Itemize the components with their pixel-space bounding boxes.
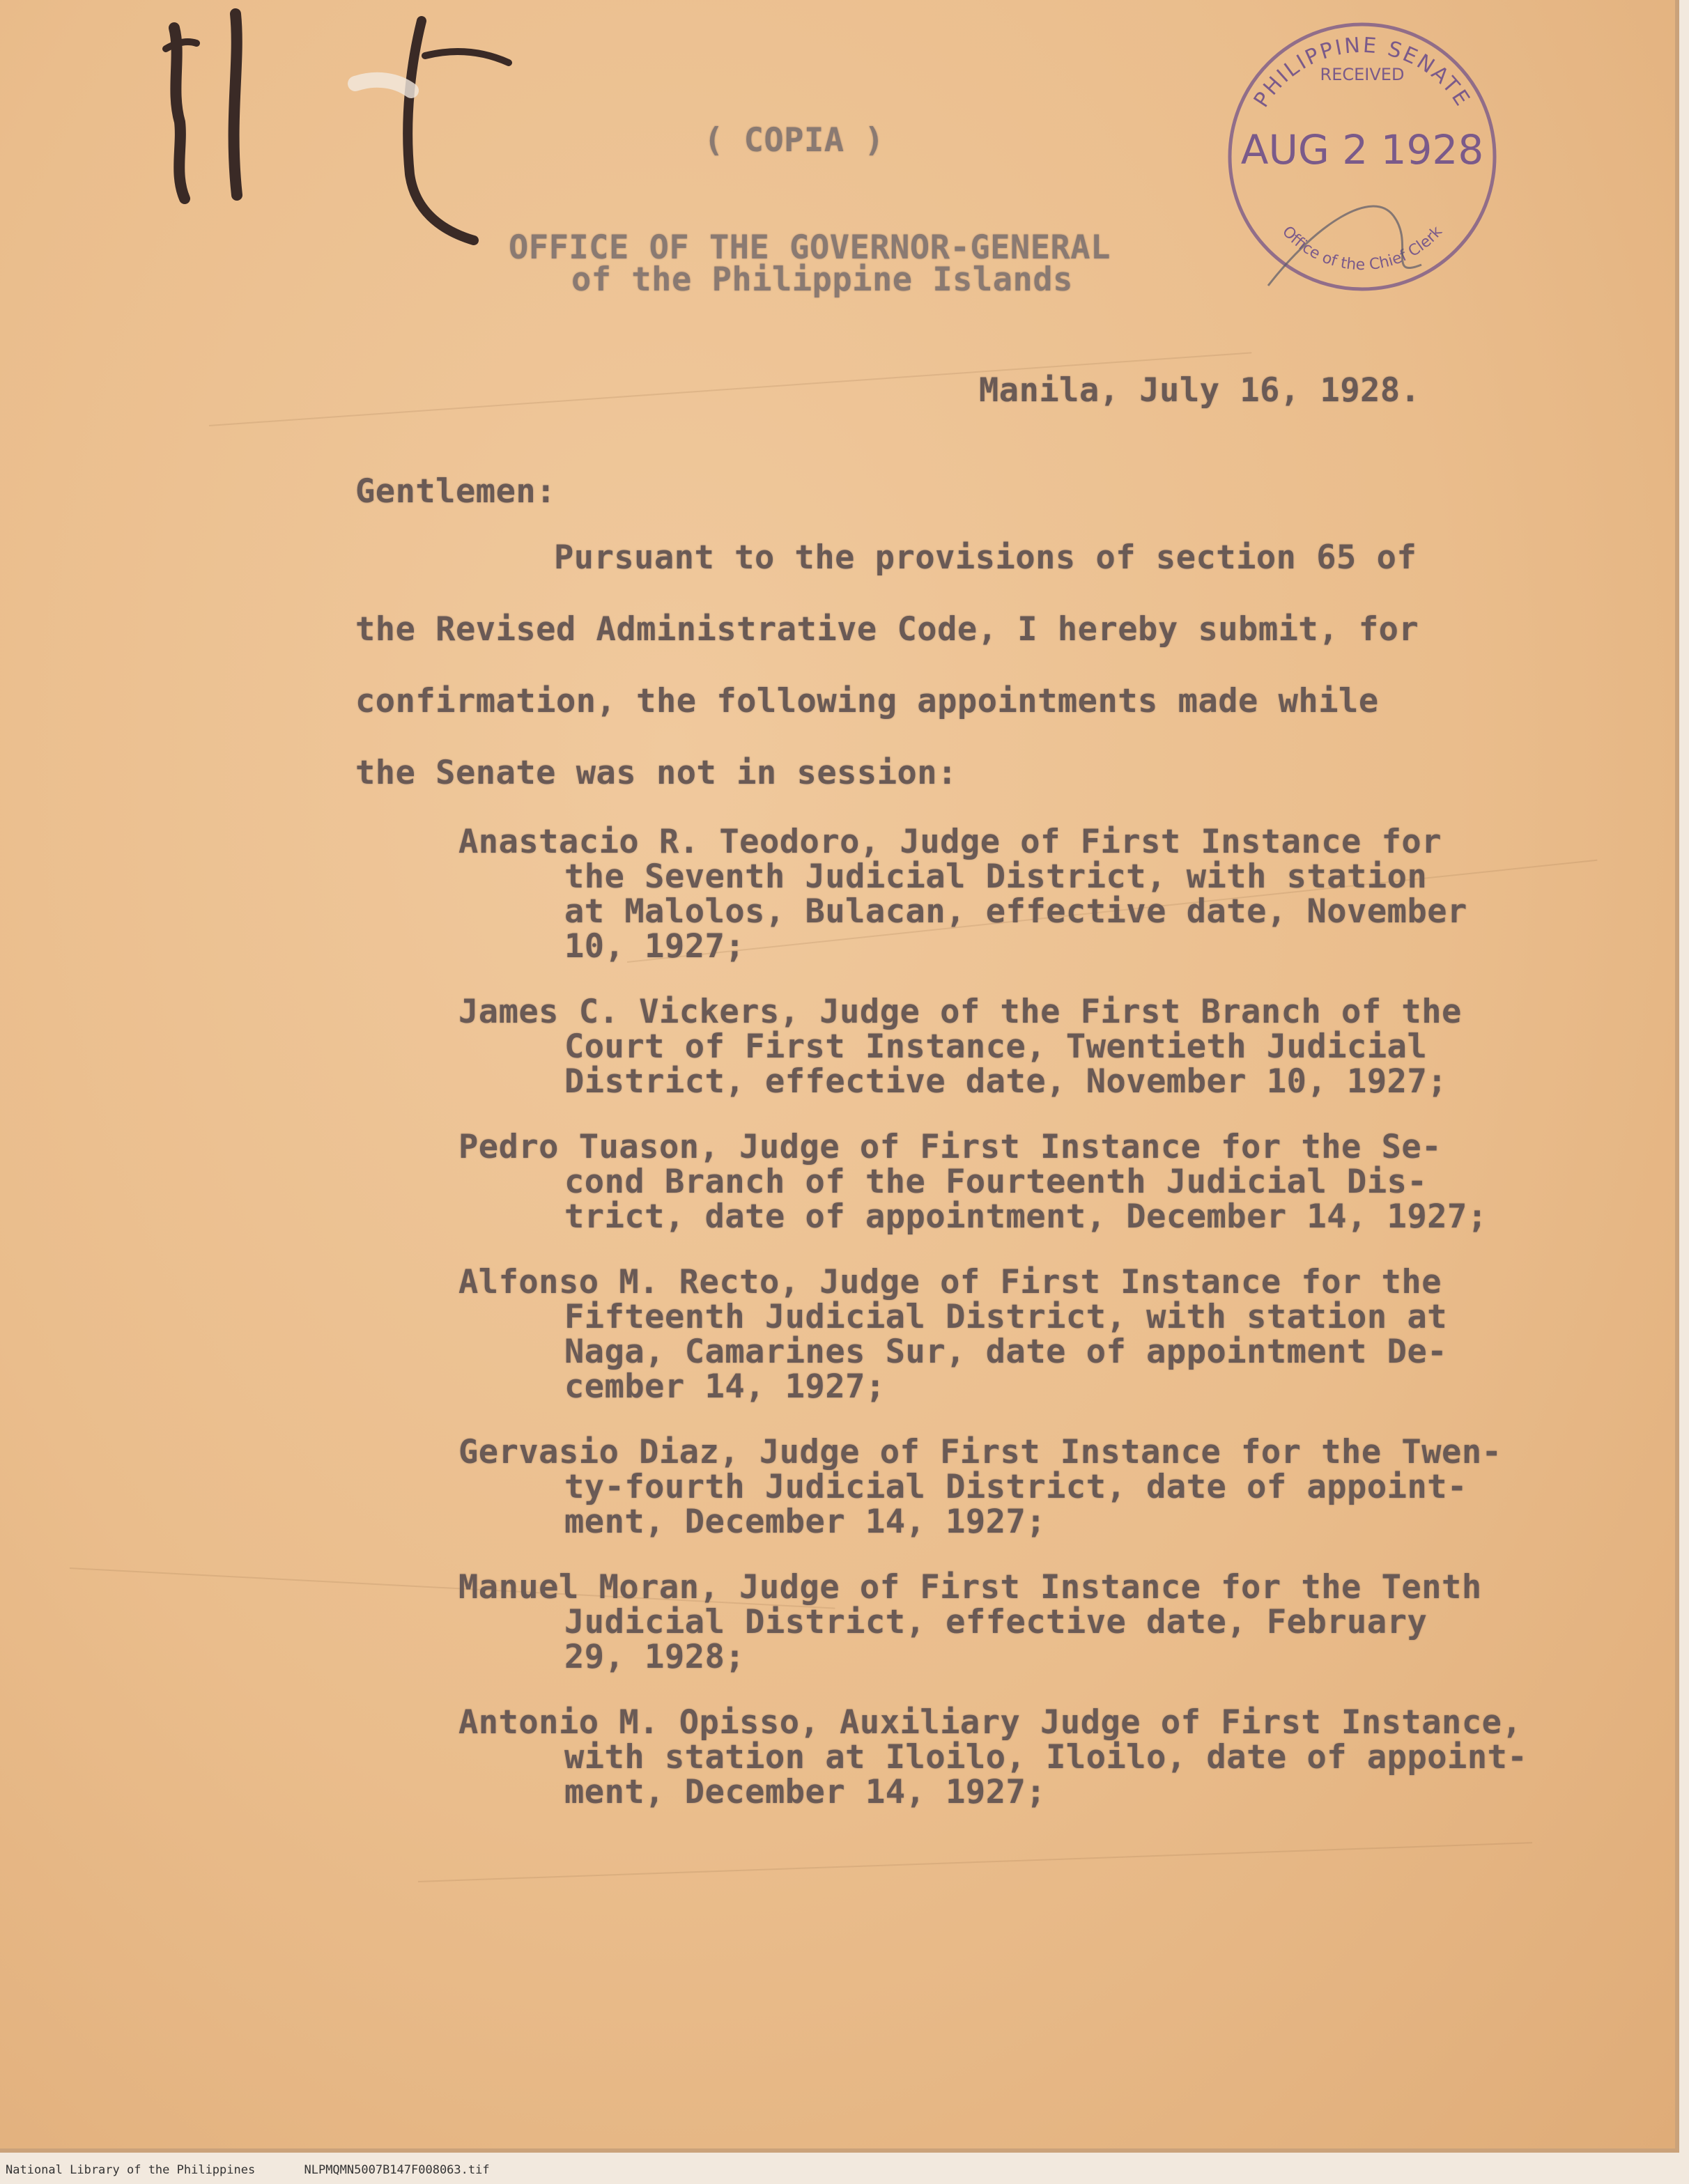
appointment-line: 10, 1927; — [564, 927, 746, 966]
scan-footer — [6, 2163, 532, 2177]
appointment-entry — [458, 1435, 1573, 1540]
office-subheading: of the Philippine Islands — [571, 261, 1073, 299]
appointment-line: Anastacio R. Teodoro, Judge of First Instance for — [458, 823, 1442, 861]
library-credit: National Library of the Philippines — [6, 2163, 256, 2177]
appointment-entry — [458, 1130, 1573, 1234]
date-line: Manila, July 16, 1928. — [979, 371, 1421, 410]
appointment-entry — [458, 1570, 1573, 1675]
paper-crease — [418, 1842, 1532, 1882]
appointment-line: trict, date of appointment, December 14, 1927; — [564, 1198, 1488, 1236]
body-line: the Senate was not in session: — [355, 754, 957, 792]
appointment-line: the Seventh Judicial District, with station — [564, 858, 1428, 896]
stamp-bottom-text: Office of the Chief Clerk — [1278, 223, 1447, 274]
appointment-line: Judicial District, effective date, February — [564, 1603, 1428, 1641]
appointment-line: ment, December 14, 1927; — [564, 1503, 1047, 1541]
appointment-line: cember 14, 1927; — [564, 1368, 886, 1406]
office-heading: OFFICE OF THE GOVERNOR-GENERAL — [509, 229, 1111, 267]
appointment-line: Court of First Instance, Twentieth Judicial — [564, 1028, 1428, 1066]
file-id: NLPMQMN5007B147F008063.tif — [304, 2163, 490, 2177]
stamp-date-text: AUG 2 1928 — [1240, 126, 1484, 173]
appointment-line: James C. Vickers, Judge of the First Branch of the — [458, 993, 1462, 1031]
appointment-entry — [458, 1705, 1573, 1810]
body-line: confirmation, the following appointments made while — [355, 682, 1379, 720]
stamp-top-text: PHILIPPINE SENATE — [1249, 33, 1476, 112]
intro-paragraph — [355, 540, 1470, 827]
stamp-received-text: RECEIVED — [1320, 65, 1405, 84]
appointment-line: Fifteenth Judicial District, with station at — [564, 1298, 1448, 1336]
appointment-line: Gervasio Diaz, Judge of First Instance for the Twen- — [458, 1433, 1502, 1471]
body-line: Pursuant to the provisions of section 65 of — [554, 539, 1417, 577]
appointment-line: with station at Iloilo, Iloilo, date of appoint- — [564, 1738, 1528, 1776]
handwritten-mark — [146, 0, 537, 272]
appointment-entry — [458, 995, 1573, 1099]
appointment-line: Naga, Camarines Sur, date of appointment De- — [564, 1333, 1448, 1371]
appointment-line: cond Branch of the Fourteenth Judicial Dis- — [564, 1163, 1428, 1201]
received-stamp — [1212, 14, 1512, 313]
appointment-line: Antonio M. Opisso, Auxiliary Judge of First Instance, — [458, 1703, 1522, 1742]
copia-label: ( COPIA ) — [704, 121, 885, 160]
appointment-line: Alfonso M. Recto, Judge of First Instance for the — [458, 1263, 1442, 1301]
appointments-list — [458, 825, 1573, 1841]
body-line: the Revised Administrative Code, I hereby submit, for — [355, 610, 1419, 649]
appointment-line: at Malolos, Bulacan, effective date, November — [564, 892, 1467, 931]
salutation: Gentlemen: — [355, 472, 556, 511]
appointment-entry — [458, 825, 1573, 964]
appointment-line: District, effective date, November 10, 1927; — [564, 1062, 1448, 1101]
appointment-line: Pedro Tuason, Judge of First Instance for the Se- — [458, 1128, 1442, 1166]
appointment-line: 29, 1928; — [564, 1638, 746, 1676]
appointment-line: ty-fourth Judicial District, date of appoint- — [564, 1468, 1467, 1506]
appointment-line: Manuel Moran, Judge of First Instance for the Tenth — [458, 1568, 1482, 1606]
appointment-entry — [458, 1265, 1573, 1404]
appointment-line: ment, December 14, 1927; — [564, 1773, 1047, 1811]
